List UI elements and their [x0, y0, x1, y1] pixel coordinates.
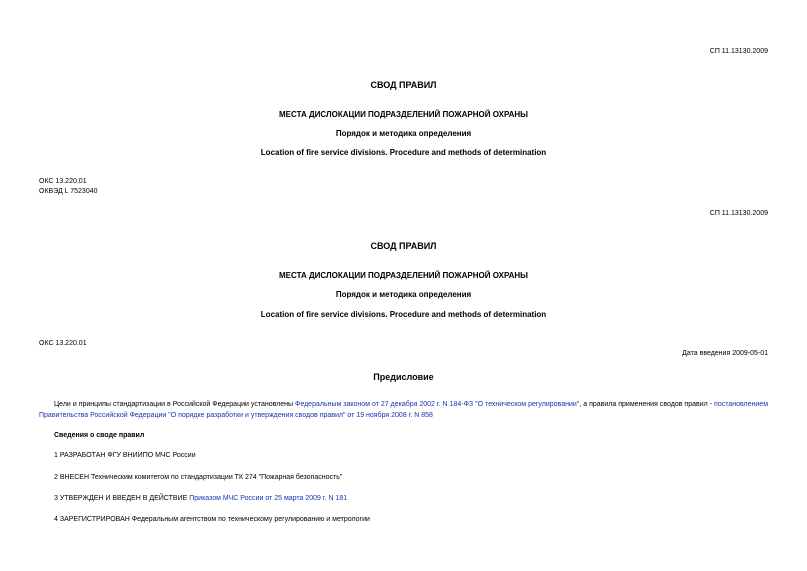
info-item-2: 2 ВНЕСЕН Техническим комитетом по стандартизации ТК 274 "Пожарная безопасность"	[54, 474, 343, 481]
preface-heading: Предисловие	[373, 372, 434, 382]
doc-english-title-2: Location of fire service divisions. Procedure and methods of determination	[260, 310, 547, 319]
doc-subtitle-2b: Порядок и методика определения	[335, 290, 472, 299]
info-heading: Сведения о своде правил	[54, 432, 145, 439]
preface-paragraph	[39, 399, 768, 421]
preface-text-b: , а правила применения сводов правил -	[579, 401, 715, 408]
info-item-3-text: 3 УТВЕРЖДЕН И ВВЕДЕН В ДЕЙСТВИЕ	[54, 495, 190, 502]
info-item-1: 1 РАЗРАБОТАН ФГУ ВНИИПО МЧС России	[54, 452, 196, 459]
info-item-4: 4 ЗАРЕГИСТРИРОВАН Федеральным агентством по техническому регулированию и метрологии	[54, 516, 370, 523]
okved-code: ОКВЭД L 7523040	[39, 188, 98, 195]
doc-code-second: СП 11.13130.2009	[709, 210, 768, 217]
mchs-order-link[interactable]: Приказом МЧС России от 25 марта 2009 г. N 181	[189, 495, 348, 502]
preface-text-a: Цели и принципы стандартизации в Российской Федерации установлены	[54, 401, 296, 408]
oks-code-2: ОКС 13.220.01	[39, 340, 87, 347]
doc-subtitle-2: Порядок и методика определения	[335, 129, 472, 138]
doc-title: СВОД ПРАВИЛ	[370, 80, 437, 90]
federal-law-link[interactable]: Федеральным законом от 27 декабря 2002 г. N 184-ФЗ "О техническом регулировании"	[295, 401, 580, 408]
oks-code: ОКС 13.220.01	[39, 178, 87, 185]
government-decree-link[interactable]: постановлением Правительства Российской Федерации "О порядке разработки и утверждения сводов правил" от 19 ноября 2008 г. N 858	[39, 401, 769, 419]
effective-date: Дата введения 2009-05-01	[682, 350, 768, 357]
doc-title-2: СВОД ПРАВИЛ	[370, 241, 437, 251]
doc-subtitle: МЕСТА ДИСЛОКАЦИИ ПОДРАЗДЕЛЕНИЙ ПОЖАРНОЙ ОХРАНЫ	[279, 110, 528, 119]
doc-english-title: Location of fire service divisions. Procedure and methods of determination	[260, 148, 547, 157]
doc-subtitle-b: МЕСТА ДИСЛОКАЦИИ ПОДРАЗДЕЛЕНИЙ ПОЖАРНОЙ ОХРАНЫ	[279, 271, 528, 280]
doc-code-top: СП 11.13130.2009	[709, 48, 768, 55]
info-item-3	[54, 495, 347, 502]
